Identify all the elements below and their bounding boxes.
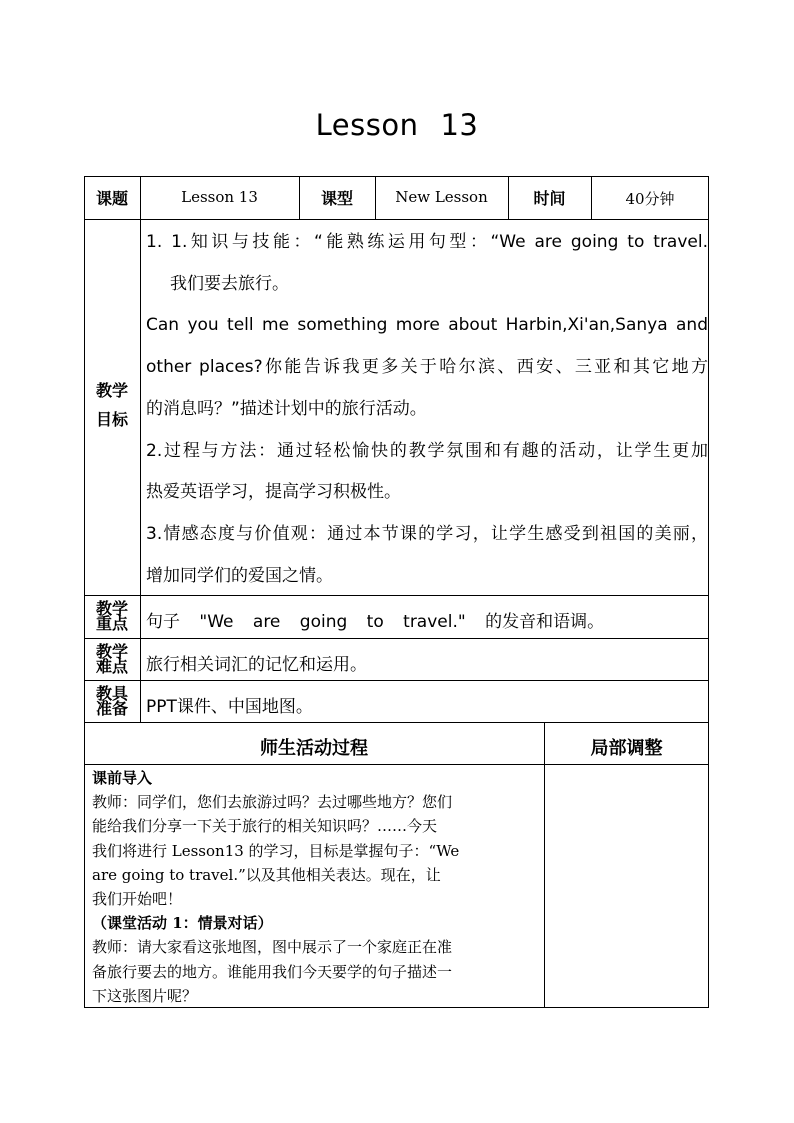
process-line: are going to travel.”以及其他相关表达。现在，让: [92, 865, 441, 884]
process-line: 教师：同学们，您们去旅游过吗？去过哪些地方？您们: [92, 793, 453, 812]
key-points-label: [84, 601, 140, 631]
materials-label: [84, 686, 140, 716]
process-heading: 课前导入: [92, 769, 153, 787]
key-points-text: 句子 "We are going to travel." 的发音和语调。: [146, 612, 605, 632]
col-divider: [140, 176, 141, 722]
process-line: 我们开始吧！: [92, 890, 183, 909]
document-title: [0, 108, 794, 142]
objective-line: Can you tell me something more about Harbin,Xi'an,Sanya and: [146, 315, 708, 336]
process-line: 我们将进行 Lesson13 的学习，目标是掌握句子：“We: [92, 841, 460, 860]
objective-line: 1. 1.知识与技能：“能熟练运用句型：“We are going to travel.: [146, 232, 708, 252]
row-divider: [84, 680, 709, 681]
row-divider: [84, 638, 709, 639]
objective-line: other places?你能告诉我更多关于哈尔滨、西安、三亚和其它地方: [146, 357, 708, 378]
col-divider: [544, 722, 545, 1008]
objectives-label: [84, 376, 140, 434]
difficulties-label: [84, 644, 140, 674]
difficulties-label-line1: 教学: [95, 642, 128, 661]
type-value: New Lesson: [395, 188, 488, 206]
row-divider: [84, 722, 709, 723]
process-header-left: 师生活动过程: [260, 738, 368, 759]
objectives-label-line2: 目标: [95, 410, 128, 429]
process-content: [92, 766, 540, 1008]
materials-label-line1: 教具: [95, 684, 128, 703]
process-header-right: 局部调整: [590, 738, 663, 759]
row-divider: [84, 764, 709, 765]
objective-line: 热爱英语学习，提高学习积极性。: [146, 482, 401, 503]
difficulties-label-line2: 难点: [95, 657, 128, 676]
topic-label: 课题: [95, 189, 128, 208]
activity-line: 教师：请大家看这张地图，图中展示了一个家庭正在准: [92, 938, 453, 957]
materials-text: PPT课件、中国地图。: [146, 697, 313, 717]
activity-heading: （课堂活动 1：情景对话）: [92, 914, 273, 933]
objective-line: 我们要去旅行。: [170, 273, 289, 294]
process-line: 能给我们分享一下关于旅行的相关知识吗？……今天: [92, 817, 438, 836]
type-label: 课型: [320, 189, 353, 208]
objective-line: 3.情感态度与价值观：通过本节课的学习，让学生感受到祖国的美丽，: [146, 523, 708, 544]
objective-line: 增加同学们的爱国之情。: [146, 565, 333, 586]
topic-value: Lesson 13: [181, 188, 258, 206]
objective-line: 的消息吗？”描述计划中的旅行活动。: [146, 398, 427, 419]
row-divider: [84, 219, 709, 220]
activity-line: 下这张图片呢？: [92, 986, 198, 1005]
key-points-label-line2: 重点: [95, 614, 128, 633]
key-points-label-line1: 教学: [95, 599, 128, 618]
time-value: 40分钟: [625, 190, 675, 208]
objective-line: 2.过程与方法：通过轻松愉快的教学氛围和有趣的活动，让学生更加: [146, 440, 708, 461]
time-label: 时间: [533, 189, 566, 208]
title-lesson: Lesson: [315, 108, 419, 142]
activity-line: 备旅行要去的地方。谁能用我们今天要学的句子描述一: [92, 962, 453, 981]
materials-label-line2: 准备: [95, 699, 128, 718]
title-number: 13: [440, 108, 479, 142]
objectives-label-line1: 教学: [95, 381, 128, 400]
difficulties-text: 旅行相关词汇的记忆和运用。: [146, 655, 367, 675]
objectives-text: [146, 222, 708, 597]
